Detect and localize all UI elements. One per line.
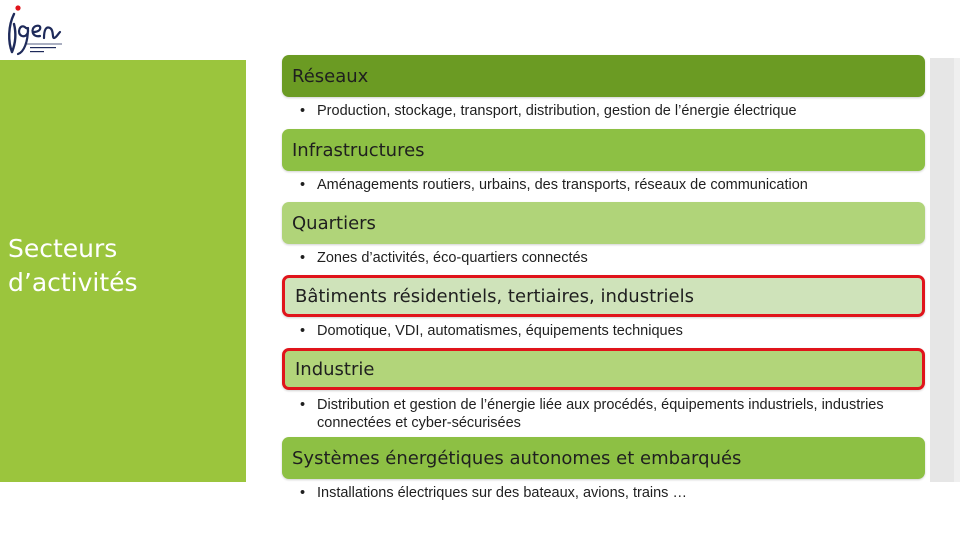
sector-title: Infrastructures xyxy=(292,139,425,161)
igen-logo xyxy=(2,2,64,60)
sector-title: Bâtiments résidentiels, tertiaires, industriels xyxy=(295,285,694,307)
right-edge-strip xyxy=(930,58,960,482)
sector-bullet-quartiers xyxy=(300,249,917,267)
bullet-text: Production, stockage, transport, distribution, gestion de l’énergie électrique xyxy=(317,103,797,119)
right-edge-strip-inner xyxy=(930,58,954,482)
sector-bullet-infrastructures xyxy=(300,176,917,194)
sector-bullet-reseaux xyxy=(300,102,917,120)
bullet-dot: • xyxy=(300,323,306,339)
bullet-dot: • xyxy=(300,177,306,193)
sector-bullet-batiments xyxy=(300,322,917,340)
bullet-dot: • xyxy=(300,250,306,266)
bullet-text: Installations électriques sur des bateaux, avions, trains … xyxy=(317,485,687,501)
sector-title: Réseaux xyxy=(292,65,369,87)
sector-header-systemes xyxy=(282,437,925,479)
bullet-text: Aménagements routiers, urbains, des transports, réseaux de communication xyxy=(317,177,808,193)
sector-header-quartiers xyxy=(282,202,925,244)
sector-header-batiments xyxy=(282,275,925,317)
bullet-text: Domotique, VDI, automatismes, équipements techniques xyxy=(317,323,683,339)
sector-bullet-industrie xyxy=(300,396,917,432)
left-panel-title: Secteurs d’activités xyxy=(8,234,138,297)
bullet-dot: • xyxy=(300,485,306,501)
bullet-dot: • xyxy=(300,397,306,413)
sector-title: Systèmes énergétiques autonomes et embarqués xyxy=(292,447,742,469)
sector-header-reseaux xyxy=(282,55,925,97)
bullet-dot: • xyxy=(300,103,306,119)
sector-title: Quartiers xyxy=(292,212,376,234)
bullet-text: Zones d’activités, éco-quartiers connectés xyxy=(317,250,588,266)
sector-title: Industrie xyxy=(295,358,375,380)
sector-bullet-systemes xyxy=(300,484,917,502)
bullet-text: Distribution et gestion de l’énergie liée aux procédés, équipements industriels, industries connectées et cyber-sécurisées xyxy=(317,397,884,431)
igen-logo-mark xyxy=(2,2,64,60)
sector-header-industrie xyxy=(282,348,925,390)
sector-header-infrastructures xyxy=(282,129,925,171)
